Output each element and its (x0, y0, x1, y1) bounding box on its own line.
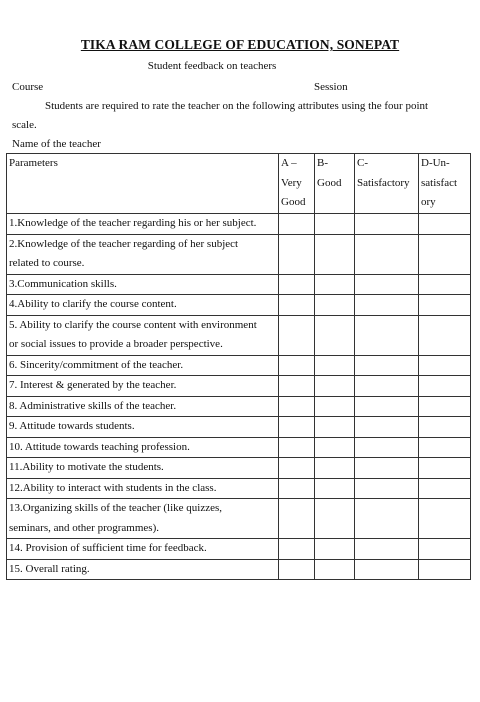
rating-cell[interactable] (315, 559, 355, 580)
table-row (7, 499, 471, 539)
table-row (7, 274, 471, 295)
rating-cell[interactable] (355, 315, 419, 355)
table-row (7, 355, 471, 376)
rating-cell[interactable] (355, 355, 419, 376)
rating-cell[interactable] (279, 559, 315, 580)
rating-cell[interactable] (279, 396, 315, 417)
rating-cell[interactable] (419, 559, 471, 580)
rating-cell[interactable] (419, 437, 471, 458)
table-row (7, 437, 471, 458)
rating-cell[interactable] (315, 396, 355, 417)
parameter-cell: 7. Interest & generated by the teacher. (7, 376, 279, 397)
teacher-name-label: Name of the teacher (12, 138, 101, 150)
parameter-cell: 15. Overall rating. (7, 559, 279, 580)
parameter-cell: 11.Ability to motivate the students. (7, 458, 279, 479)
table-row (7, 295, 471, 316)
rating-cell[interactable] (315, 234, 355, 274)
table-row (7, 559, 471, 580)
rating-cell[interactable] (279, 295, 315, 316)
rating-cell[interactable] (315, 214, 355, 235)
rating-cell[interactable] (419, 355, 471, 376)
rating-cell[interactable] (315, 478, 355, 499)
parameter-cell: 14. Provision of sufficient time for feedback. (7, 539, 279, 560)
rating-cell[interactable] (355, 214, 419, 235)
rating-cell[interactable] (315, 437, 355, 458)
rating-cell[interactable] (419, 396, 471, 417)
rating-cell[interactable] (315, 274, 355, 295)
rating-cell[interactable] (419, 234, 471, 274)
rating-cell[interactable] (279, 274, 315, 295)
rating-cell[interactable] (279, 355, 315, 376)
rating-cell[interactable] (315, 355, 355, 376)
rating-cell[interactable] (315, 539, 355, 560)
satisfactory-header: C- Satisfactory (355, 154, 419, 214)
parameter-cell: 10. Attitude towards teaching profession. (7, 437, 279, 458)
rating-cell[interactable] (355, 478, 419, 499)
rating-cell[interactable] (419, 315, 471, 355)
rating-cell[interactable] (279, 315, 315, 355)
rating-table (6, 153, 471, 580)
course-label: Course (12, 81, 44, 93)
rating-cell[interactable] (419, 539, 471, 560)
rating-cell[interactable] (279, 499, 315, 539)
rating-cell[interactable] (279, 376, 315, 397)
table-row (7, 539, 471, 560)
parameter-cell: 6. Sincerity/commitment of the teacher. (7, 355, 279, 376)
rating-cell[interactable] (355, 274, 419, 295)
rating-cell[interactable] (279, 437, 315, 458)
rating-cell[interactable] (315, 295, 355, 316)
parameter-cell: 12.Ability to interact with students in the class. (7, 478, 279, 499)
instruction-text-continued: scale. (12, 119, 37, 131)
rating-cell[interactable] (419, 499, 471, 539)
rating-cell[interactable] (355, 417, 419, 438)
parameter-cell: 4.Ability to clarify the course content. (7, 295, 279, 316)
rating-cell[interactable] (355, 295, 419, 316)
table-row (7, 234, 471, 274)
rating-cell[interactable] (355, 499, 419, 539)
parameter-cell: 1.Knowledge of the teacher regarding his or her subject. (7, 214, 279, 235)
table-row (7, 417, 471, 438)
rating-cell[interactable] (315, 499, 355, 539)
rating-cell[interactable] (419, 458, 471, 479)
rating-cell[interactable] (355, 376, 419, 397)
rating-cell[interactable] (279, 214, 315, 235)
table-row (7, 458, 471, 479)
rating-cell[interactable] (419, 417, 471, 438)
parameters-header: Parameters (7, 154, 279, 214)
rating-cell[interactable] (419, 274, 471, 295)
parameter-cell: 3.Communication skills. (7, 274, 279, 295)
rating-cell[interactable] (355, 539, 419, 560)
table-row (7, 478, 471, 499)
college-title: TIKA RAM COLLEGE OF EDUCATION, SONEPAT (80, 37, 400, 52)
rating-cell[interactable] (355, 234, 419, 274)
rating-cell[interactable] (315, 315, 355, 355)
instruction-text: Students are required to rate the teacher on the following attributes using the four point (45, 100, 429, 112)
rating-cell[interactable] (279, 539, 315, 560)
rating-cell[interactable] (315, 376, 355, 397)
rating-cell[interactable] (419, 214, 471, 235)
very-good-header: A – Very Good (279, 154, 315, 214)
rating-cell[interactable] (355, 559, 419, 580)
rating-cell[interactable] (355, 396, 419, 417)
table-row (7, 315, 471, 355)
rating-cell[interactable] (315, 458, 355, 479)
rating-cell[interactable] (419, 295, 471, 316)
table-header-row (7, 154, 471, 214)
parameter-cell: 13.Organizing skills of the teacher (like quizzes, seminars, and other programmes). (7, 499, 279, 539)
parameter-cell: 9. Attitude towards students. (7, 417, 279, 438)
rating-cell[interactable] (419, 376, 471, 397)
form-subtitle: Student feedback on teachers (147, 60, 277, 72)
table-row (7, 396, 471, 417)
rating-cell[interactable] (355, 437, 419, 458)
parameter-cell: 5. Ability to clarify the course content with environment or social issues to provide a broader perspective. (7, 315, 279, 355)
parameter-cell: 2.Knowledge of the teacher regarding of her subject related to course. (7, 234, 279, 274)
rating-cell[interactable] (279, 234, 315, 274)
table-row (7, 376, 471, 397)
rating-cell[interactable] (315, 417, 355, 438)
rating-cell[interactable] (279, 417, 315, 438)
rating-cell[interactable] (419, 478, 471, 499)
parameter-cell: 8. Administrative skills of the teacher. (7, 396, 279, 417)
rating-cell[interactable] (355, 458, 419, 479)
good-header: B- Good (315, 154, 355, 214)
rating-cell[interactable] (279, 478, 315, 499)
rating-cell[interactable] (279, 458, 315, 479)
unsatisfactory-header: D-Un- satisfact ory (419, 154, 471, 214)
session-label: Session (314, 81, 348, 93)
table-row (7, 214, 471, 235)
